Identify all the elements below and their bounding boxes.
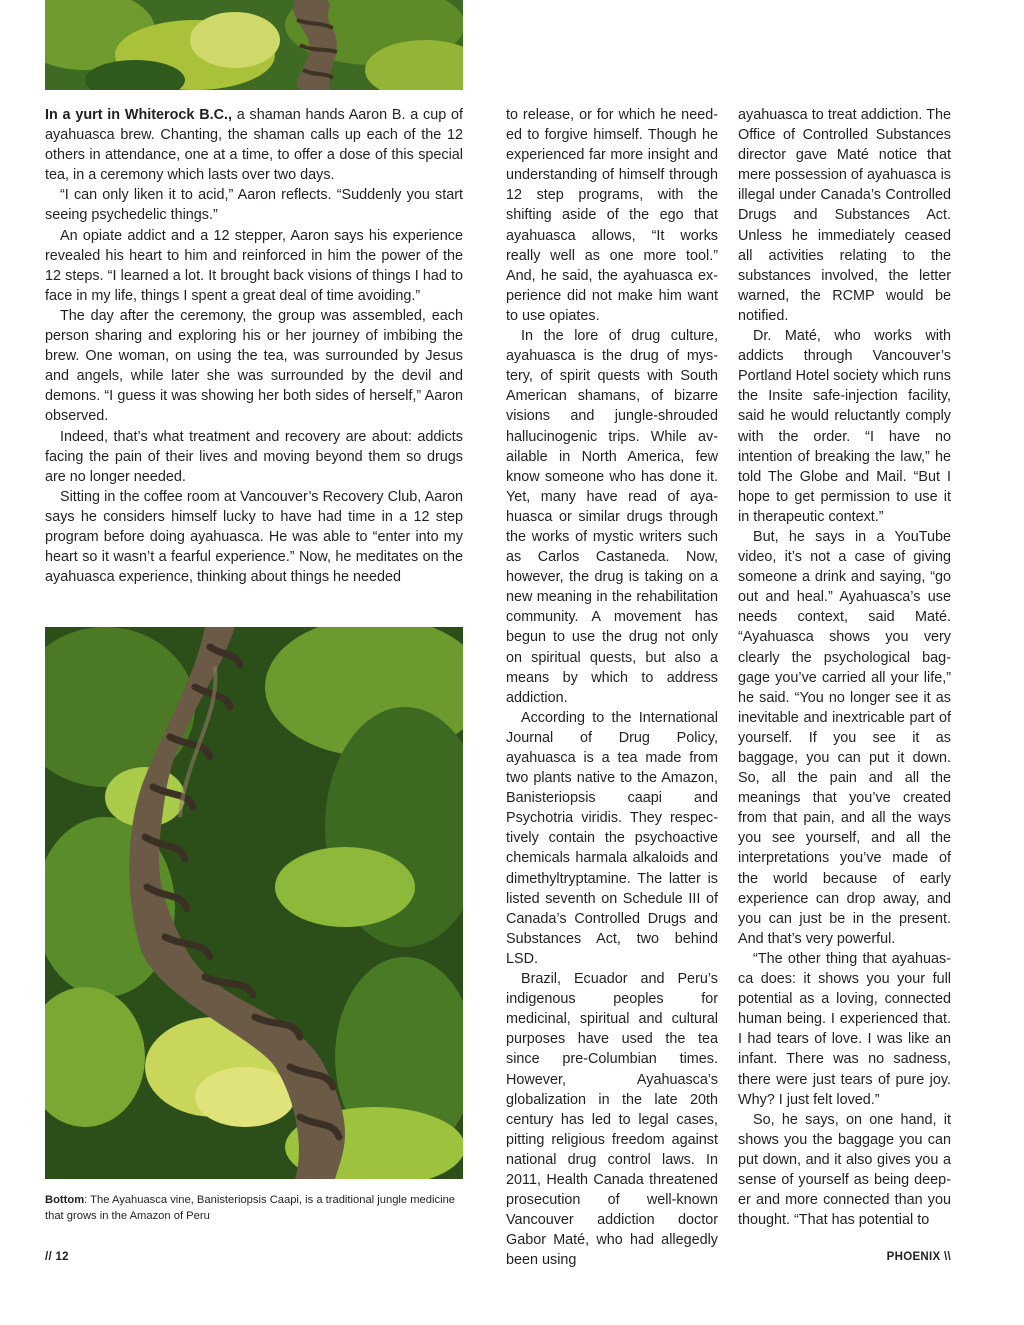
article-paragraph: But, he says in a YouTube video, it’s not a case of giving someone a drink and saying, “go out and heal.” Ayahuasca’s use needs context, said Maté. “Ayahuasca shows you very clearly the psychological baggage you’ve carried all your life,” he said. “You no longer see it as inevitable and inextricable part of yourself. If you see it as baggage, you can put it down. So, all the pain and all the meanings that you’ve created from that pain, and all the ways you see yourself, and all the interpretations you’ve made of the world because of early experience can drop away, and you can just be in the present. And that’s very powerful.	[738, 528, 951, 947]
article-paragraph: An opiate addict and a 12 stepper, Aaron says his experience revealed his heart to him and reinforced in him the power of the 12 steps. “I learned a lot. It brought back visions of things I had to face in my life, things I spent a great deal of time avoiding.”	[45, 227, 463, 304]
article-paragraph: Brazil, Ecuador and Peru’s indigenous peoples for medicinal, spiritual and cultural purposes have used the tea since pre-Columbian times. However, Ayahuasca’s globalization in the late 20th century has led to legal cases, pitting religious freedom against national drug control laws. In 2011, Health Canada threatened prosecution of well-known Vancouver addiction doctor Gabor Maté, who had allegedly been using	[506, 971, 718, 1269]
article-paragraph: According to the International Journal of Drug Policy, ayahuasca is a tea made from two plants native to the Amazon, Banisteriopsis caapi and Psychotria viridis. They respectively contain the psychoactive chemicals harmala alkaloids and dimethyltryptamine. The latter is listed seventh on Schedule III of Canada’s Controlled Drugs and Substances Act, two behind LSD.	[506, 709, 718, 967]
jungle-vine-image	[45, 0, 463, 90]
article-paragraph: “The other thing that ayahuasca does: it shows you your full potential as a loving, connected human being. I experienced that. I had tears of love. I was like an infant. There was no sadness, there were just tears of pure joy. Why? I just felt loved.”	[738, 950, 951, 1108]
ayahuasca-vine-image	[45, 627, 463, 1179]
article-paragraph: The day after the ceremony, the group was assembled, each person sharing and exploring his or her journey of imbibing the brew. One woman, on using the tea, was surrounded by Jesus and angels, while later she was surrounded by the devil and demons. “I guess it was showing her both sides of herself,” Aaron observed.	[45, 307, 463, 425]
article-paragraph: “I can only liken it to acid,” Aaron reflects. “Suddenly you start seeing psychedelic things.”	[45, 187, 463, 224]
caption-text: : The Ayahuasca vine, Banisteriopsis Caapi, is a traditional jungle medicine that grows in the Amazon of Peru	[45, 1194, 456, 1222]
bottom-photo	[45, 627, 463, 1179]
article-paragraph: Dr. Maté, who works with addicts through Vancouver’s Portland Hotel society which runs the Insite safe-injection facility, said he would reluctantly comply with the order. “I have no intention of breaking the law,” he told The Globe and Mail. “But I hope to get permission to use it in therapeutic context.”	[738, 328, 951, 525]
article-paragraph: to release, or for which he needed to forgive himself. Though he experienced far more insight and understanding of himself through 12 step programs, with the shifting aside of the ego that ayahuasca allows, “It works really well as one more tool.” And, he said, the ayahuasca experience did not make him want to use opiates.	[506, 107, 718, 324]
article-paragraph: In the lore of drug culture, ayahuasca is the drug of mystery, of spirit quests with South American shamans, of bizarre visions and jungle-shrouded hallucinogenic trips. While available in North America, few know someone who has done it. Yet, many have read of ayahuasca or similar drugs through the works of mystic writers such as Carlos Castaneda. Now, however, the drug is taking on a new meaning in the rehabilitation community. A movement has begun to use the drug not only on spiritual quests, but also a means by which to address addiction.	[506, 328, 718, 706]
photo-caption	[45, 1193, 463, 1224]
article-paragraph: So, he says, on one hand, it shows you the baggage you can put down, and it also gives you a sense of yourself as being deeper and more connected than you thought. “That has potential to	[738, 1111, 951, 1229]
lead-in: In a yurt in Whiterock B.C.,	[45, 107, 232, 123]
caption-label: Bottom	[45, 1194, 85, 1206]
article-paragraph: Sitting in the coffee room at Vancouver’s Recovery Club, Aaron says he considers himself lucky to have had time in a 12 step program before doing ayahuasca. He was able to “enter into my heart so it wasn’t a fearful experience.” Now, he meditates on the ayahuasca experience, thinking about things he needed	[45, 488, 463, 586]
page-number: // 12	[45, 1251, 69, 1263]
article-column-2	[506, 105, 718, 1270]
article-paragraph: In a yurt in Whiterock B.C., a shaman hands Aaron B. a cup of ayahuasca brew. Chanting, the shaman calls up each of the 12 others in attendance, one at a time, to offer a dose of this special tea, in a ceremony which lasts over two days.	[45, 107, 463, 184]
article-paragraph: ayahuasca to treat addiction. The Office of Controlled Substances director gave Maté notice that mere possession of ayahuasca is illegal under Canada’s Controlled Drugs and Substances Act. Unless he immediately ceased all activities relating to the substances involved, the letter warned, the RCMP would be notified.	[738, 107, 951, 324]
article-column-3	[738, 105, 951, 1230]
magazine-name: PHOENIX \\	[886, 1251, 951, 1263]
article-paragraph: Indeed, that’s what treatment and recovery are about: addicts facing the pain of their lives and moving beyond them so drugs are no longer needed.	[45, 428, 463, 485]
article-column-1	[45, 105, 463, 587]
top-photo	[45, 0, 463, 90]
